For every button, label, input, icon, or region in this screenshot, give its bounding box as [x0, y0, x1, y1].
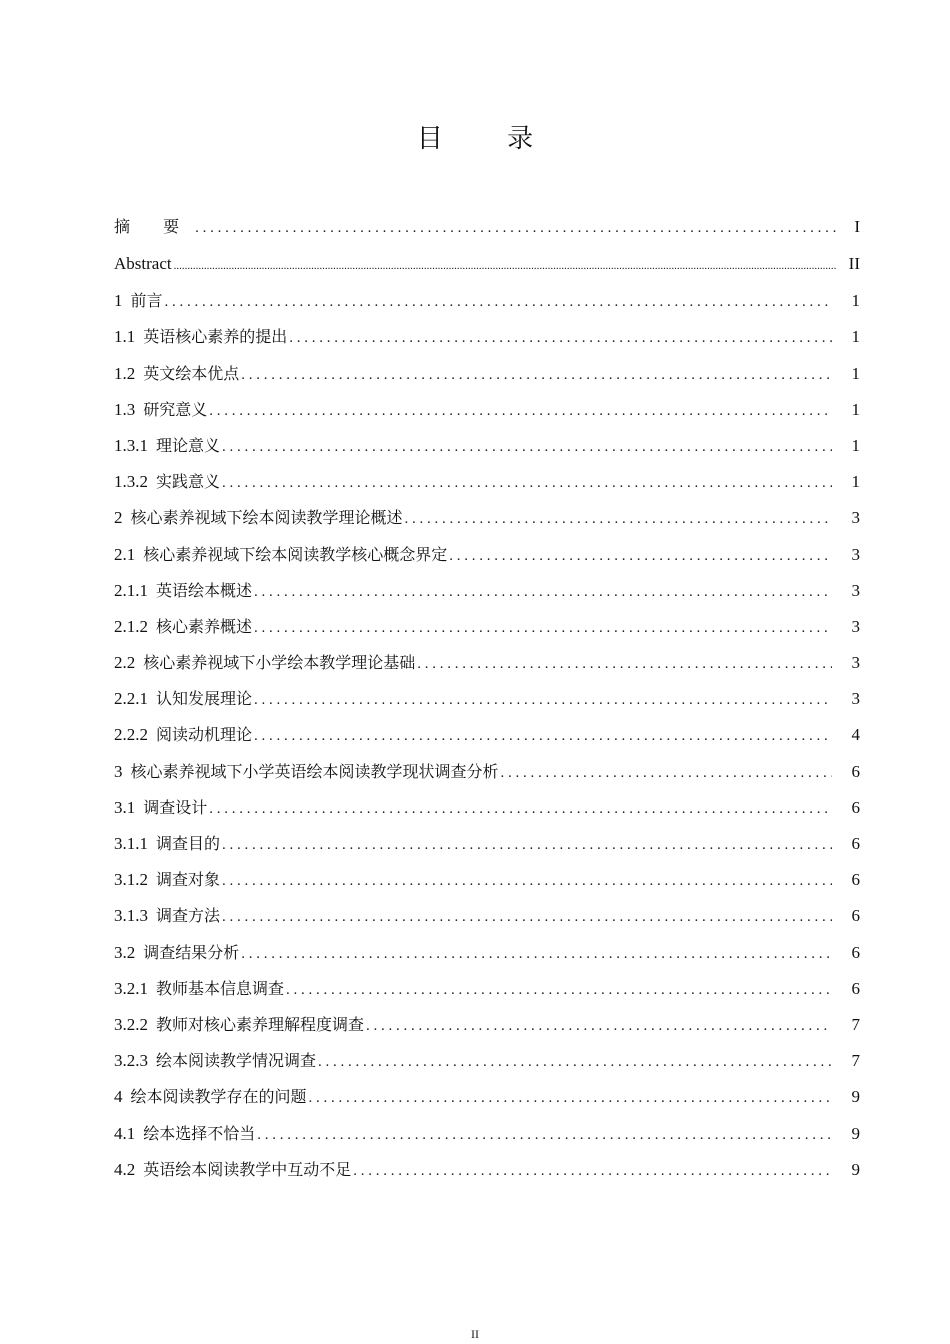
toc-entry-title: 认知发展理论 [156, 689, 253, 709]
toc-entry-page: 6 [851, 978, 860, 998]
toc-dot-leader [417, 646, 832, 682]
toc-entry-number: 2.1 [114, 544, 136, 564]
toc-entry-page: 6 [851, 942, 860, 962]
toc-entry-title: 核心素养视域下小学绘本教学理论基础 [143, 653, 416, 673]
toc-entry-title: 英语绘本概述 [156, 580, 253, 600]
toc-entry-page: 1 [851, 291, 860, 311]
toc-dot-leader [318, 1044, 832, 1080]
toc-entry-title: 理论意义 [156, 435, 221, 455]
toc-dot-leader [254, 718, 832, 754]
toc-entry-page: 3 [851, 616, 860, 636]
toc-entry-title: 绘本阅读教学情况调查 [156, 1051, 317, 1071]
toc-entry-number: 3.2.2 [114, 1014, 148, 1034]
toc-entry-page: 7 [851, 1051, 860, 1071]
toc-entry-number: 1.3 [114, 399, 136, 419]
toc-dot-leader [286, 972, 832, 1008]
toc-entry-page: 6 [851, 906, 860, 926]
table-of-contents [114, 209, 860, 1188]
toc-entry-title: 核心素养视域下绘本阅读教学核心概念界定 [143, 544, 448, 564]
page-number: II [471, 1327, 479, 1341]
toc-entry-page: 1 [851, 399, 860, 419]
toc-entry-number: 3.2 [114, 942, 136, 962]
toc-entry[interactable] [114, 1152, 860, 1188]
toc-entry-number: 4.2 [114, 1159, 136, 1179]
toc-dot-leader [209, 791, 832, 827]
toc-dot-leader [405, 501, 832, 537]
toc-entry[interactable] [114, 464, 860, 500]
toc-entry-page: 9 [851, 1159, 860, 1179]
toc-dot-leader [501, 755, 832, 791]
toc-entry-title: Abstract [114, 254, 172, 274]
toc-entry[interactable] [114, 609, 860, 645]
toc-dot-leader [289, 320, 832, 356]
toc-entry[interactable] [114, 573, 860, 609]
toc-entry-number: 4.1 [114, 1123, 136, 1143]
toc-dot-leader [366, 1008, 832, 1044]
toc-entry-page: II [848, 254, 860, 274]
toc-entry-number: 3 [114, 761, 123, 781]
toc-entry[interactable] [114, 356, 860, 392]
toc-entry[interactable] [114, 537, 860, 573]
toc-entry-page: 3 [851, 653, 860, 673]
toc-entry-title: 核心素养概述 [156, 616, 253, 636]
toc-entry-page: 7 [851, 1014, 860, 1034]
toc-entry[interactable] [114, 754, 860, 790]
toc-entry-title: 前言 [130, 291, 163, 311]
toc-entry-number: 3.2.1 [114, 978, 148, 998]
toc-entry-title: 调查设计 [143, 797, 208, 817]
toc-entry-number: 3.1.1 [114, 834, 148, 853]
toc-entry-title: 摘 要 [114, 217, 194, 236]
toc-entry[interactable] [114, 245, 860, 283]
toc-entry[interactable] [114, 826, 860, 862]
toc-entry-page: 3 [851, 580, 860, 600]
toc-entry[interactable] [114, 935, 860, 971]
toc-entry-number: 1.3.2 [114, 472, 148, 492]
toc-entry[interactable] [114, 428, 860, 464]
toc-entry[interactable] [114, 392, 860, 428]
toc-entry-title: 教师对核心素养理解程度调查 [156, 1014, 365, 1034]
toc-entry-number: 3.1.2 [114, 870, 148, 890]
toc-entry-page: 1 [851, 435, 860, 455]
toc-entry-title: 英文绘本优点 [143, 363, 240, 383]
toc-entry[interactable] [114, 1079, 860, 1115]
toc-entry-page: 1 [851, 327, 860, 347]
toc-entry-title: 调查结果分析 [143, 942, 240, 962]
toc-entry-number: 1.3.1 [114, 435, 148, 455]
toc-entry-title: 核心素养视域下绘本阅读教学理论概述 [130, 508, 403, 528]
toc-entry-page: 6 [851, 797, 860, 817]
toc-dot-leader [241, 357, 832, 393]
toc-entry[interactable] [114, 790, 860, 826]
toc-dot-leader [254, 574, 832, 610]
toc-entry-title: 实践意义 [156, 472, 221, 492]
toc-dot-leader [222, 429, 832, 465]
toc-entry-page: 9 [851, 1123, 860, 1143]
toc-entry-page: 1 [851, 472, 860, 492]
toc-entry-title: 核心素养视域下小学英语绘本阅读教学现状调查分析 [130, 761, 499, 781]
toc-entry-title: 英语核心素养的提出 [143, 327, 288, 347]
toc-entry-page: 3 [851, 508, 860, 528]
toc-entry[interactable] [114, 1116, 860, 1152]
toc-dot-leader [195, 210, 836, 246]
toc-entry-number: 2.1.1 [114, 580, 148, 600]
toc-dot-leader [353, 1153, 832, 1189]
toc-entry-number: 3.1.3 [114, 906, 148, 926]
toc-entry-number: 4 [114, 1087, 123, 1107]
toc-entry-page: 3 [851, 689, 860, 709]
toc-entry-number: 2.1.2 [114, 616, 148, 636]
toc-entry-title: 调查对象 [156, 870, 221, 890]
toc-entry[interactable] [114, 1043, 860, 1079]
toc-dot-leader [254, 610, 832, 646]
toc-entry-page: 6 [851, 761, 860, 781]
toc-entry-number: 3.2.3 [114, 1051, 148, 1071]
toc-dot-leader [222, 899, 832, 935]
toc-entry-number: 2.2 [114, 653, 136, 673]
toc-entry-number: 2.2.1 [114, 689, 148, 709]
toc-dot-leader [209, 393, 832, 429]
toc-dot-leader [254, 682, 832, 718]
page-title: 目 录 [416, 124, 562, 154]
toc-entry[interactable] [114, 645, 860, 681]
toc-dot-leader [449, 538, 832, 574]
toc-dot-leader [165, 284, 832, 320]
toc-dot-leader [174, 247, 836, 285]
toc-entry[interactable] [114, 1007, 860, 1043]
toc-entry-page: I [854, 217, 860, 236]
toc-entry-page: 6 [851, 834, 860, 853]
toc-entry-title: 调查方法 [156, 906, 221, 926]
toc-entry-title: 教师基本信息调查 [156, 978, 285, 998]
toc-entry-title: 绘本选择不恰当 [143, 1123, 256, 1143]
toc-entry-number: 3.1 [114, 797, 136, 817]
toc-entry[interactable] [114, 319, 860, 355]
toc-dot-leader [241, 936, 832, 972]
toc-entry-number: 1 [114, 291, 123, 311]
toc-entry[interactable] [114, 971, 860, 1007]
toc-entry-page: 3 [851, 544, 860, 564]
toc-dot-leader [257, 1117, 832, 1153]
toc-entry-page: 6 [851, 870, 860, 890]
toc-dot-leader [222, 863, 832, 899]
toc-entry[interactable] [114, 209, 860, 245]
toc-entry-title: 绘本阅读教学存在的问题 [130, 1087, 307, 1107]
toc-entry[interactable] [114, 862, 860, 898]
toc-entry-title: 阅读动机理论 [156, 725, 253, 745]
toc-entry[interactable] [114, 283, 860, 319]
toc-entry-title: 调查目的 [156, 834, 221, 853]
toc-entry-page: 4 [851, 725, 860, 745]
toc-entry[interactable] [114, 681, 860, 717]
toc-entry-number: 1.2 [114, 363, 136, 383]
toc-entry-title: 英语绘本阅读教学中互动不足 [143, 1159, 352, 1179]
toc-dot-leader [222, 827, 832, 863]
toc-entry-number: 2.2.2 [114, 725, 148, 745]
toc-dot-leader [309, 1080, 832, 1116]
toc-dot-leader [222, 465, 832, 501]
toc-entry-title: 研究意义 [143, 399, 208, 419]
toc-entry-number: 1.1 [114, 327, 136, 347]
toc-entry[interactable] [114, 898, 860, 934]
toc-entry-page: 1 [851, 363, 860, 383]
toc-entry-page: 9 [851, 1087, 860, 1107]
toc-entry[interactable] [114, 717, 860, 753]
toc-entry-number: 2 [114, 508, 123, 528]
toc-entry[interactable] [114, 500, 860, 536]
